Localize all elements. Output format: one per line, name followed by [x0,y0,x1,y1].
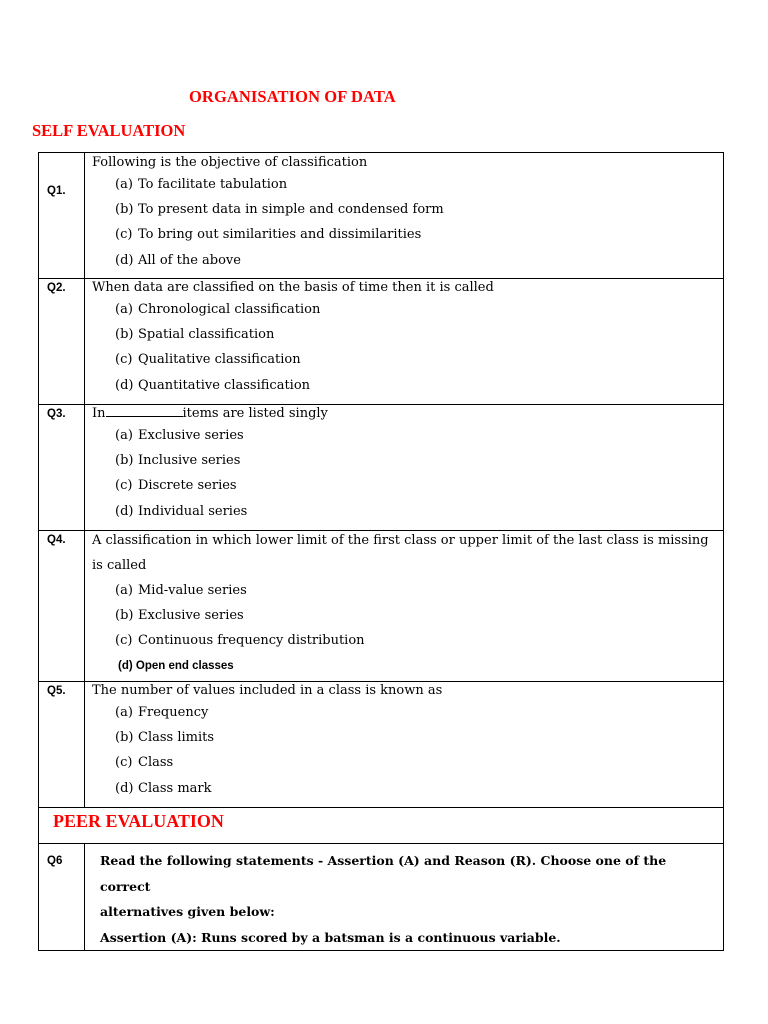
option-label: (a) [115,583,133,598]
option-text: Inclusive series [138,453,241,469]
option-label: (d) [115,503,134,519]
fill-in-blank [106,405,183,417]
option [92,578,719,603]
option-label: (c) [115,227,133,243]
question-number-cell [39,153,85,279]
question-body [85,531,724,682]
question-row [39,531,724,682]
option-text: To bring out similarities and dissimilarities [138,227,422,243]
assertion-text: Assertion (A): Runs scored by a batsman is a continuous variable. [100,929,561,945]
question-body [85,153,724,279]
question-number-cell [39,405,85,531]
question-row [39,153,724,279]
peer-evaluation-heading: PEER EVALUATION [53,811,224,831]
question-number: Q1. [47,185,66,197]
option [92,322,719,347]
option-label: (a) [115,177,133,192]
question-text-before: In [92,406,106,421]
option [92,197,719,222]
option-text: Individual series [138,503,248,519]
question-text: The number of values included in a class is known as [92,683,443,698]
option-text: Exclusive series [138,428,244,443]
question-number: Q3. [47,408,66,420]
question-body [85,405,724,531]
option-label: (a) [115,705,133,720]
option-text: Qualitative classification [138,352,301,368]
question-number-cell [39,682,85,808]
option-text: (d) Open end classes [118,659,234,672]
option [92,222,719,247]
option-label: (d) [115,780,134,796]
option [92,628,719,653]
option-label: (b) [115,608,134,624]
option-label: (a) [115,302,133,317]
option-text: Discrete series [138,478,237,494]
question-number-cell [39,279,85,405]
option [92,700,719,725]
question-number-cell [39,531,85,682]
question-number: Q5. [47,685,66,697]
option [92,603,719,628]
option-text: Exclusive series [138,608,244,624]
document-title: ORGANISATION OF DATA [189,87,396,106]
option [92,750,719,775]
option-text: Continuous frequency distribution [138,633,365,649]
question-number: Q6 [47,855,63,867]
question-body [85,682,724,808]
question-text-line: alternatives given below: [100,904,275,919]
self-evaluation-heading: SELF EVALUATION [32,121,186,140]
question-row [39,279,724,405]
option-label: (d) [115,377,134,393]
option [92,172,719,197]
option-label: (d) [115,252,134,268]
option [92,499,719,524]
option [92,473,719,498]
option [92,776,719,801]
option-label: (c) [115,633,133,649]
peer-evaluation-cell [39,808,724,844]
option-text: To present data in simple and condensed form [138,202,444,218]
peer-evaluation-row [39,808,724,844]
question-row [39,682,724,808]
option [92,248,719,273]
question-body [85,844,724,951]
option-text: All of the above [138,252,241,268]
question-text-line: Read the following statements - Assertion (A) and Reason (R). Choose one of the correct [100,853,667,894]
option-text: Spatial classification [138,327,275,343]
question-text [92,405,719,423]
option-text: Frequency [138,705,209,720]
option-label: (c) [115,478,133,494]
option-text: To facilitate tabulation [138,177,288,192]
option-label: (a) [115,428,133,443]
option-label: (c) [115,352,133,368]
option-label: (c) [115,755,133,771]
question-row [39,405,724,531]
option-text: Class mark [138,780,212,796]
option-label: (b) [115,327,134,343]
question-text: A classification in which lower limit of the first class or upper limit of the last class is missing is called [92,533,709,573]
question-number: Q2. [47,282,66,294]
option-text: Class [138,755,174,771]
option [92,347,719,372]
option [92,448,719,473]
option [92,297,719,322]
option-text: Class limits [138,730,215,746]
question-text-after: items are listed singly [182,406,328,421]
option-text: Mid-value series [138,583,247,598]
option [92,423,719,448]
question-number: Q4. [47,534,66,546]
question-text: When data are classified on the basis of time then it is called [92,280,494,295]
option [92,654,719,679]
option-text: Quantitative classification [138,377,311,393]
option-label: (b) [115,202,134,218]
question-body [85,279,724,405]
question-number-cell [39,844,85,951]
question-row [39,844,724,951]
question-text: Following is the objective of classification [92,155,368,170]
question-table [38,152,724,951]
option-text: Chronological classification [138,302,321,317]
option-label: (b) [115,730,134,746]
option [92,725,719,750]
option [92,373,719,398]
option-label: (b) [115,453,134,469]
